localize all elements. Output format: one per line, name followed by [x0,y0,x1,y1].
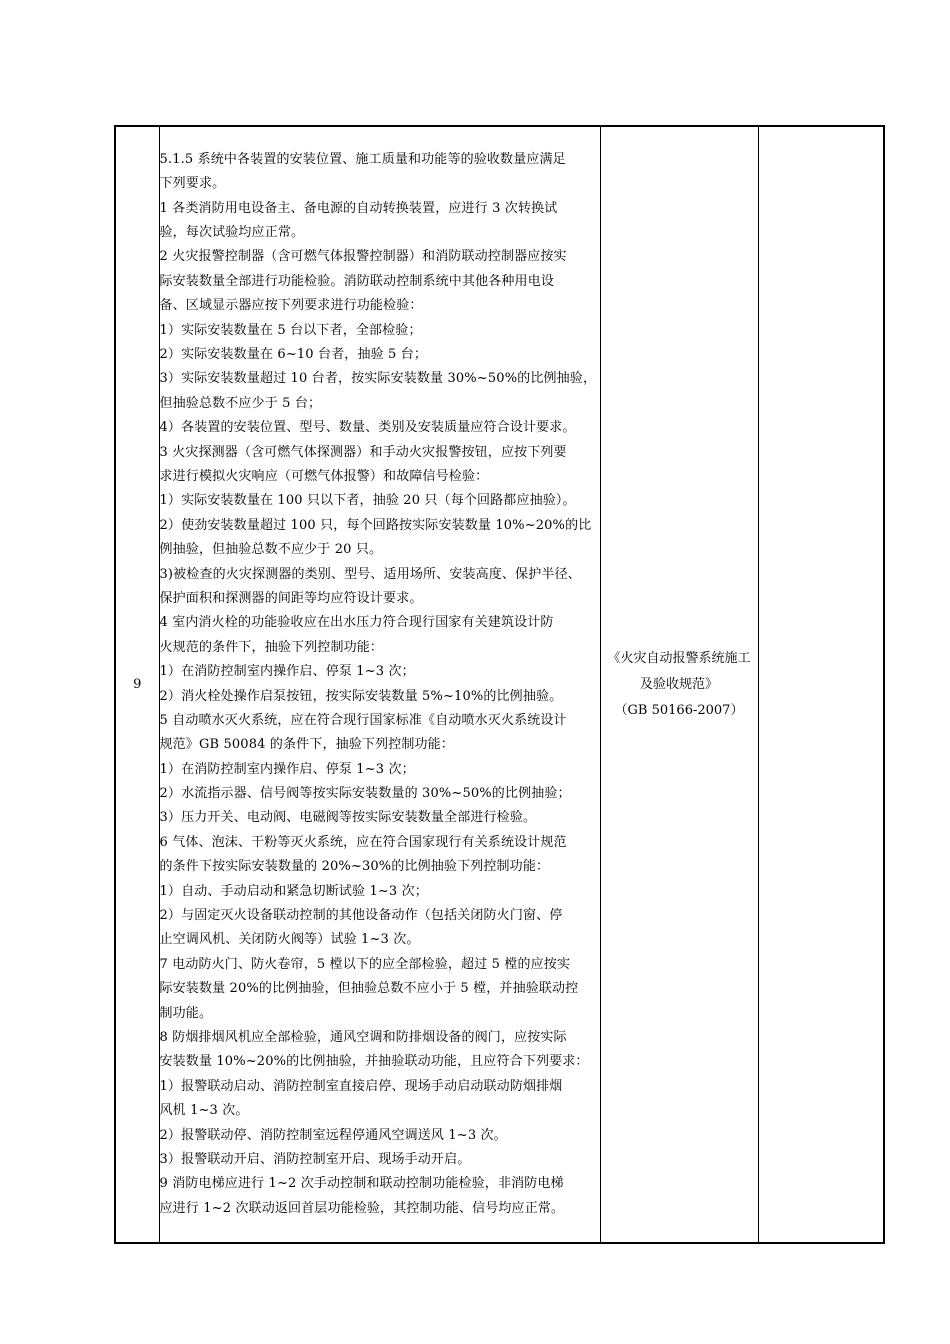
text-line: 7 电动防火门、防火卷帘，5 樘以下的应全部检验，超过 5 樘的应按实 [159,956,571,972]
text-line: 下列要求。 [159,176,226,192]
text-line: 1）报警联动启动、消防控制室直接启停、现场手动启动联动防烟排烟 [159,1078,563,1094]
text-line: 2）水流指示器、信号阀等按实际安装数量的 30%~50%的比例抽验； [159,786,571,802]
text-line: 9 消防电梯应进行 1~2 次手动控制和联动控制功能检验，非消防电梯 [159,1176,564,1192]
text-line: 2）实际安装数量在 6~10 台者，抽验 5 台； [159,347,428,363]
text-line: 2）与固定灭火设备联动控制的其他设备动作（包括关闭防火门窗、停 [159,908,563,924]
text-line: 2）使劲安装数量超过 100 只，每个回路按实际安装数量 10%~20%的比 [159,517,592,533]
text-line: 4）各装置的安装位置、型号、数量、类别及安装质量应符合设计要求。 [159,420,576,436]
text-line: 2）报警联动停、消防控制室远程停通风空调送风 1~3 次。 [159,1127,507,1143]
remarks-cell [758,126,884,1243]
text-line: 3 火灾探测器（含可燃气体探测器）和手动火灾报警按钮，应按下列要 [159,444,567,460]
text-line: 际安装数量全部进行功能检验。消防联动控制系统中其他各种用电设 [159,273,555,289]
reference-line: 及验收规范》 [639,676,718,692]
text-line: 3）压力开关、电动阀、电磁阀等按实际安装数量全部进行检验。 [159,810,537,826]
text-line: 火规范的条件下，抽验下列控制功能： [159,639,384,655]
text-line: 风机 1~3 次。 [159,1103,249,1119]
text-line: 验，每次试验均应正常。 [159,225,305,241]
text-line: 3）实际安装数量超过 10 台者，按实际安装数量 30%~50%的比例抽验， [159,371,597,387]
text-line: 际安装数量 20%的比例抽验，但抽验总数不应小于 5 樘，并抽验联动控 [159,981,579,997]
text-line: 5 自动喷水灭火系统，应在符合现行国家标准《自动喷水灭火系统设计 [159,712,567,728]
reference-standard-cell [600,126,758,1243]
text-line: 2 火灾报警控制器（含可燃气体报警控制器）和消防联动控制器应按实 [159,249,567,265]
table-row [115,126,884,1243]
text-line: 止空调风机、关闭防火阀等）试验 1~3 次。 [159,932,420,948]
text-line: 备、区域显示器应按下列要求进行功能检验： [159,298,423,314]
text-line: 1）实际安装数量在 100 只以下者，抽验 20 只（每个回路都应抽验）。 [159,493,576,509]
text-line: 1 各类消防用电设备主、备电源的自动转换装置，应进行 3 次转换试 [159,200,558,216]
reference-line: 《火灾自动报警系统施工 [607,650,751,666]
text-line: 安装数量 10%~20%的比例抽验，并抽验联动功能，且应符合下列要求： [159,1054,589,1070]
text-line: 但抽验总数不应少于 5 台； [159,395,322,411]
requirement-content-cell [159,126,600,1243]
reference-standard [601,646,758,724]
text-line: 1）在消防控制室内操作启、停泵 1~3 次； [159,761,415,777]
text-line: 规范》GB 50084 的条件下，抽验下列控制功能： [159,737,454,753]
text-line: 1）在消防控制室内操作启、停泵 1~3 次； [159,664,415,680]
text-line: 3）报警联动开启、消防控制室开启、现场手动开启。 [159,1151,471,1167]
text-line: 3)被检查的火灾探测器的类别、型号、适用场所、安装高度、保护半径、 [159,566,581,582]
text-line: 8 防烟排烟风机应全部检验，通风空调和防排烟设备的阀门，应按实际 [159,1029,567,1045]
acceptance-table [114,125,885,1244]
text-line: 2）消火栓处操作启泵按钮，按实际安装数量 5%~10%的比例抽验。 [159,688,563,704]
requirement-text [160,148,600,1221]
text-line: 4 室内消火栓的功能验收应在出水压力符合现行国家有关建筑设计防 [159,615,554,631]
text-line: 5.1.5 系统中各装置的安装位置、施工质量和功能等的验收数量应满足 [159,151,566,167]
text-line: 保护面积和探测器的间距等均应符设计要求。 [159,590,423,606]
text-line: 1）自动、手动启动和紧急切断试验 1~3 次； [159,883,428,899]
text-line: 例抽验，但抽验总数不应少于 20 只。 [159,542,383,558]
text-line: 6 气体、泡沫、干粉等灭火系统，应在符合国家现行有关系统设计规范 [159,834,567,850]
row-number: 9 [133,677,142,692]
row-number-cell [115,126,159,1243]
text-line: 1）实际安装数量在 5 台以下者，全部检验； [159,322,422,338]
reference-line: （GB 50166-2007） [614,702,744,718]
text-line: 求进行模拟火灾响应（可燃气体报警）和故障信号检验： [159,468,489,484]
text-line: 的条件下按实际安装数量的 20%~30%的比例抽验下列控制功能： [159,859,550,875]
text-line: 制功能。 [159,1005,213,1021]
text-line: 应进行 1~2 次联动返回首层功能检验，其控制功能、信号均应正常。 [159,1200,565,1216]
